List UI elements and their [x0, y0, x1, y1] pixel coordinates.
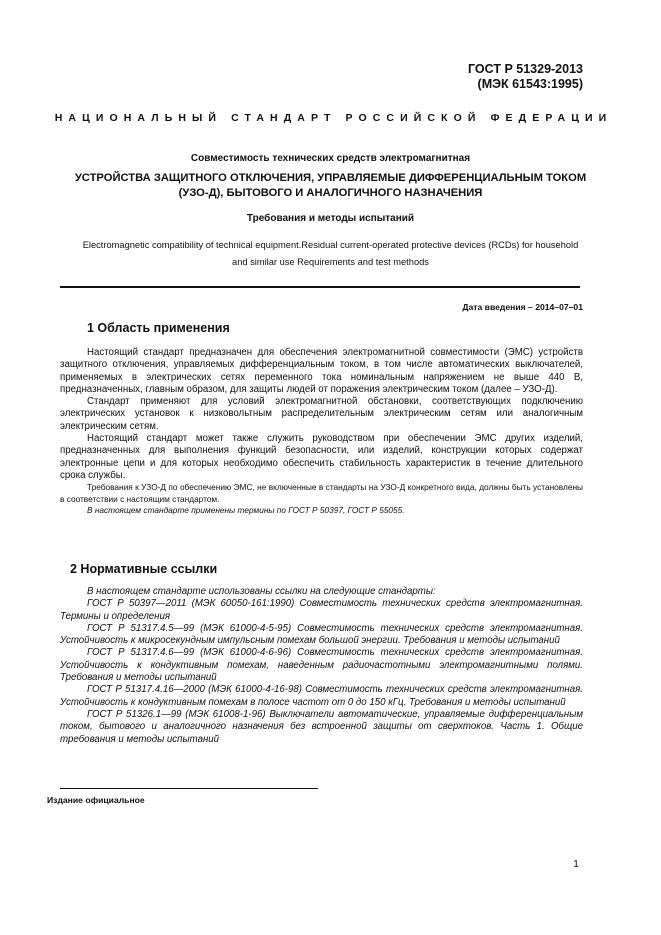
page-number: 1 [573, 858, 579, 870]
title-english-line-1: Electromagnetic compatibility of technical equipment.Residual current-operated protective devices (RCDs) for household [82, 240, 579, 250]
title-main [40, 171, 621, 201]
title-english [40, 237, 621, 271]
edition-label: Издание официальное [47, 795, 145, 805]
reference-item: ГОСТ Р 51326.1—99 (МЭК 61008-1-96) Выключатели автоматические, управляемые дифференциальным током, бытового и аналогичного назначения без встроенной защиты от сверхтоков. Часть 1. Общие требования и методы испытаний [60, 708, 583, 745]
scope-paragraph: Стандарт применяют для условий электромагнитной обстановки, соответствующих подключению электрических установок к низковольтным распределительным электрическим сетям или аналогичным электрическим сетям. [60, 396, 583, 432]
gost-designation [468, 62, 583, 92]
reference-item: ГОСТ Р 51317.4.6—99 (МЭК 61000-4-6-96) Совместимость технических средств электромагнитная. Устойчивость к кондуктивным помехам, наведенным радиочастотными электромагнитными полями. Требования и методы испытаний [60, 647, 583, 684]
scope-paragraph: Требования к УЗО-Д по обеспечению ЭМС, не включенные в стандарты на УЗО-Д конкретного вида, должны быть установлены в соответствии с настоящим стандартом. [60, 482, 583, 504]
scope-paragraph: Настоящий стандарт предназначен для обеспечения электромагнитной совместимости (ЭМС) устройств защитного отключения, управляемых дифференциальным током, в том числе автоматических выключателей, применяемых в электрических сетях переменного тока номинальным напряжением не выше 440 В, предназначенных, главным образом, для защиты людей от поражения электрическим током (далее – УЗО-Д). [60, 347, 583, 395]
title-block [40, 152, 621, 271]
title-main-line-2: (УЗО-Д), БЫТОВОГО И АНАЛОГИЧНОГО НАЗНАЧЕНИЯ [178, 187, 483, 199]
reference-item: ГОСТ Р 51317.4.16—2000 (МЭК 61000-4-16-98) Совместимость технических средств электромагнитная. Устойчивость к кондуктивным помехам в полосе частот от 0 до 150 кГц. Требования и методы испытаний [60, 684, 583, 708]
scope-paragraph: Настоящий стандарт может также служить руководством при обеспечении ЭМС других изделий, предназначенных для выполнения функций безопасности, или изделий, конструкции которых содержат электронные цепи и для которых необходимо обеспечить стабильность характеристик в течение длительного срока службы. [60, 433, 583, 481]
reference-item: ГОСТ Р 50397—2011 (МЭК 60050-161:1990) Совместимость технических средств электромагнитная. Термины и определения [60, 598, 583, 622]
section-heading-references: 2 Нормативные ссылки [70, 562, 218, 576]
title-english-line-2: and similar use Requirements and test methods [232, 257, 429, 267]
reference-intro: В настоящем стандарте использованы ссылки на следующие стандарты: [87, 586, 436, 597]
footer-divider [60, 788, 318, 789]
scope-paragraph-terms: В настоящем стандарте применены термины по ГОСТ Р 50397, ГОСТ Р 55055. [87, 504, 405, 515]
title-subtitle: Совместимость технических средств электромагнитная [190, 153, 471, 164]
national-standard-banner: НАЦИОНАЛЬНЫЙ СТАНДАРТ РОССИЙСКОЙ ФЕДЕРАЦИИ [54, 112, 613, 124]
title-requirements: Требования и методы испытаний [246, 213, 415, 224]
iec-number: (МЭК 61543:1995) [477, 77, 583, 91]
gost-number: ГОСТ Р 51329-2013 [467, 62, 583, 76]
introduction-date: Дата введения – 2014–07–01 [462, 302, 583, 312]
reference-item: ГОСТ Р 51317.4.5—99 (МЭК 61000-4-5-95) Совместимость технических средств электромагнитная. Устойчивость к микросекундным импульсным помехам большой энергии. Требования и методы испытаний [60, 622, 583, 647]
header-divider [60, 286, 580, 288]
title-main-line-1: УСТРОЙСТВА ЗАЩИТНОГО ОТКЛЮЧЕНИЯ, УПРАВЛЯЕМЫЕ ДИФФЕРЕНЦИАЛЬНЫМ ТОКОМ [74, 172, 587, 184]
section-heading-scope: 1 Область применения [87, 321, 230, 335]
section-scope [60, 320, 583, 516]
section-normative-references [60, 561, 583, 746]
